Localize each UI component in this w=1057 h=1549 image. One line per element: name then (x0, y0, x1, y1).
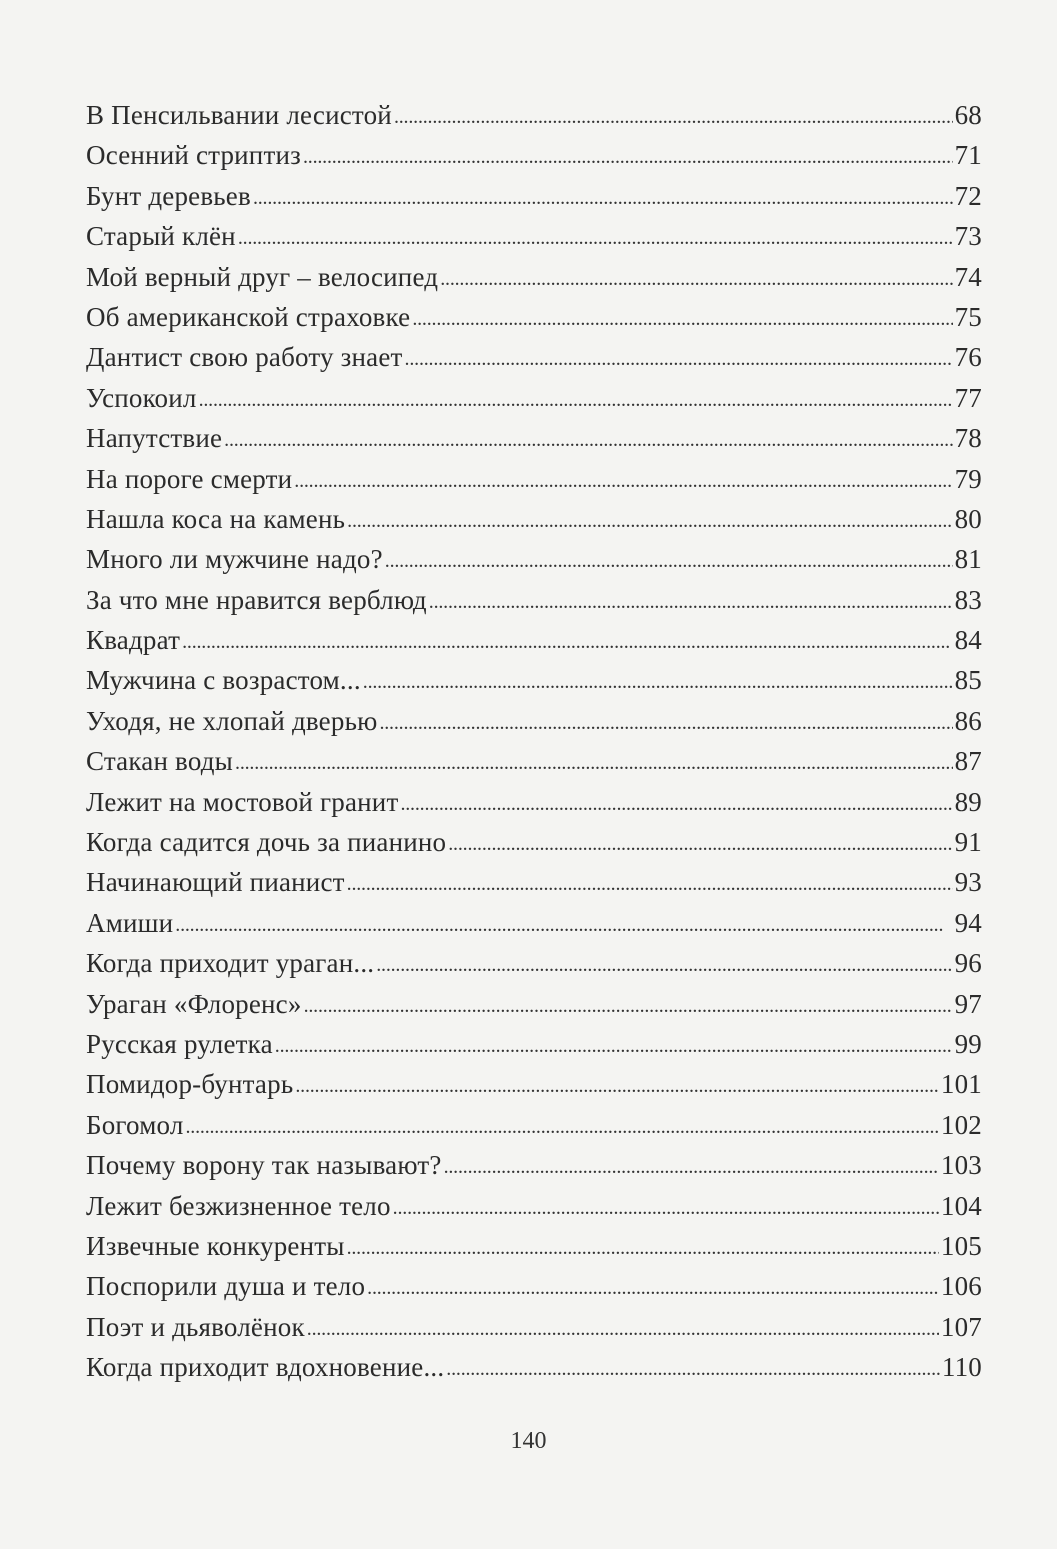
toc-entry-page: 94 (954, 907, 982, 938)
toc-entry-page: 76 (954, 342, 982, 373)
dot-leader (394, 94, 953, 137)
toc-entry-title: Богомол (86, 1109, 184, 1140)
toc-entry (86, 1105, 982, 1145)
dot-leader (376, 942, 952, 985)
toc-entry-page: 96 (954, 948, 982, 979)
dot-leader (412, 296, 952, 339)
toc-entry-title: Ураган «Флоренс» (86, 988, 302, 1019)
dot-leader (429, 579, 953, 622)
toc-entry-title: Старый клён (86, 221, 236, 252)
toc-entry-title: Извечные конкуренты (86, 1230, 345, 1261)
dot-leader (235, 740, 953, 783)
toc-entry-title: Когда садится дочь за пианино (86, 827, 447, 858)
toc-entry-page: 79 (954, 463, 982, 494)
toc-entry (86, 378, 982, 418)
dot-leader (347, 498, 952, 541)
toc-entry-title: Успокоил (86, 382, 197, 413)
dot-leader (363, 659, 953, 702)
toc-entry-title: Мой верный друг – велосипед (86, 261, 439, 292)
toc-entry-title: Лежит на мостовой гранит (86, 786, 399, 817)
toc-entry-title: На пороге смерти (86, 463, 293, 494)
table-of-contents (86, 95, 982, 1388)
toc-entry-page: 71 (954, 140, 982, 171)
toc-entry-page: 73 (954, 221, 982, 252)
dot-leader (446, 1346, 940, 1389)
dot-leader (238, 215, 953, 258)
toc-entry (86, 176, 982, 216)
dot-leader (440, 256, 952, 299)
page-number: 140 (510, 1428, 547, 1454)
toc-entry-page: 74 (954, 261, 982, 292)
dot-leader (275, 1023, 953, 1066)
toc-entry-page: 81 (954, 544, 982, 575)
toc-entry-title: Об американской страховке (86, 301, 411, 332)
dot-leader (347, 1225, 939, 1268)
dot-leader (347, 861, 953, 904)
toc-entry-page: 103 (940, 1150, 982, 1181)
toc-entry-title: Осенний стриптиз (86, 140, 301, 171)
toc-entry (86, 1024, 982, 1064)
dot-leader (186, 1104, 939, 1147)
toc-entry-page: 102 (940, 1109, 982, 1140)
toc-entry-title: Амиши (86, 907, 174, 938)
toc-entry-page: 97 (954, 988, 982, 1019)
toc-entry (86, 499, 982, 539)
toc-entry (86, 1307, 982, 1347)
toc-entry (86, 418, 982, 458)
dot-leader (405, 336, 953, 379)
toc-entry-page: 104 (940, 1190, 982, 1221)
dot-leader (182, 619, 952, 662)
toc-entry-page: 85 (954, 665, 982, 696)
toc-entry (86, 1186, 982, 1226)
toc-entry-page: 77 (954, 382, 982, 413)
dot-leader (303, 134, 953, 177)
toc-entry-page: 93 (954, 867, 982, 898)
toc-entry (86, 1064, 982, 1104)
toc-entry (86, 297, 982, 337)
toc-entry-title: Начинающий пианист (86, 867, 345, 898)
toc-entry-page: 101 (940, 1069, 982, 1100)
toc-entry-page: 75 (954, 301, 982, 332)
toc-entry (86, 782, 982, 822)
toc-entry-title: Квадрат (86, 625, 181, 656)
dot-leader (175, 902, 952, 945)
toc-entry (86, 984, 982, 1024)
toc-entry (86, 862, 982, 902)
toc-entry-title: Поспорили душа и тело (86, 1271, 366, 1302)
dot-leader (304, 983, 953, 1026)
dot-leader (400, 781, 952, 824)
toc-entry (86, 95, 982, 135)
toc-entry-page: 80 (954, 503, 982, 534)
toc-entry-title: Стакан воды (86, 746, 234, 777)
toc-entry (86, 822, 982, 862)
toc-entry-title: За что мне нравится верблюд (86, 584, 427, 615)
dot-leader (295, 1063, 939, 1106)
toc-entry-page: 84 (954, 625, 982, 656)
toc-entry-page: 86 (954, 705, 982, 736)
toc-entry-title: Поэт и дьяволёнок (86, 1311, 305, 1342)
toc-entry-title: Много ли мужчине надо? (86, 544, 383, 575)
dot-leader (444, 1144, 939, 1187)
toc-entry-title: Помидор-бунтарь (86, 1069, 294, 1100)
dot-leader (307, 1306, 939, 1349)
toc-entry (86, 539, 982, 579)
toc-entry (86, 660, 982, 700)
toc-entry (86, 943, 982, 983)
dot-leader (385, 538, 953, 581)
toc-entry (86, 337, 982, 377)
toc-entry-title: Когда приходит вдохновение... (86, 1352, 445, 1383)
toc-entry-page: 78 (954, 423, 982, 454)
toc-entry (86, 1347, 982, 1387)
toc-entry (86, 741, 982, 781)
toc-entry (86, 701, 982, 741)
dot-leader (367, 1265, 939, 1308)
dot-leader (448, 821, 952, 864)
toc-entry-title: Почему ворону так называют? (86, 1150, 442, 1181)
toc-entry-page: 107 (940, 1311, 982, 1342)
dot-leader (393, 1185, 939, 1228)
dot-leader (294, 458, 952, 501)
toc-entry-title: В Пенсильвании лесистой (86, 100, 392, 130)
toc-entry-page: 68 (954, 100, 982, 130)
toc-entry-page: 91 (954, 827, 982, 858)
toc-entry-title: Когда приходит ураган... (86, 948, 375, 979)
toc-entry (86, 1266, 982, 1306)
toc-entry-title: Бунт деревьев (86, 180, 251, 211)
toc-entry (86, 257, 982, 297)
dot-leader (379, 700, 952, 743)
toc-entry (86, 459, 982, 499)
toc-entry-page: 72 (954, 180, 982, 211)
toc-entry (86, 1145, 982, 1185)
toc-entry (86, 216, 982, 256)
toc-entry-page: 87 (954, 746, 982, 777)
toc-entry-title: Русская рулетка (86, 1028, 273, 1059)
toc-entry-page: 83 (954, 584, 982, 615)
toc-entry-title: Напутствие (86, 423, 223, 454)
toc-entry-title: Нашла коса на камень (86, 503, 346, 534)
toc-entry (86, 903, 982, 943)
toc-entry (86, 620, 982, 660)
dot-leader (253, 175, 953, 218)
toc-entry-page: 110 (941, 1352, 982, 1383)
toc-entry-page: 105 (940, 1230, 982, 1261)
dot-leader (199, 377, 953, 420)
toc-entry-page: 99 (954, 1028, 982, 1059)
dot-leader (224, 417, 952, 460)
toc-entry (86, 135, 982, 175)
toc-entry-title: Уходя, не хлопай дверью (86, 705, 378, 736)
toc-entry (86, 580, 982, 620)
toc-entry-page: 106 (940, 1271, 982, 1302)
toc-entry-title: Мужчина с возрастом... (86, 665, 361, 696)
toc-entry-title: Лежит безжизненное тело (86, 1190, 391, 1221)
toc-entry-title: Дантист свою работу знает (86, 342, 403, 373)
toc-entry-page: 89 (954, 786, 982, 817)
toc-entry (86, 1226, 982, 1266)
